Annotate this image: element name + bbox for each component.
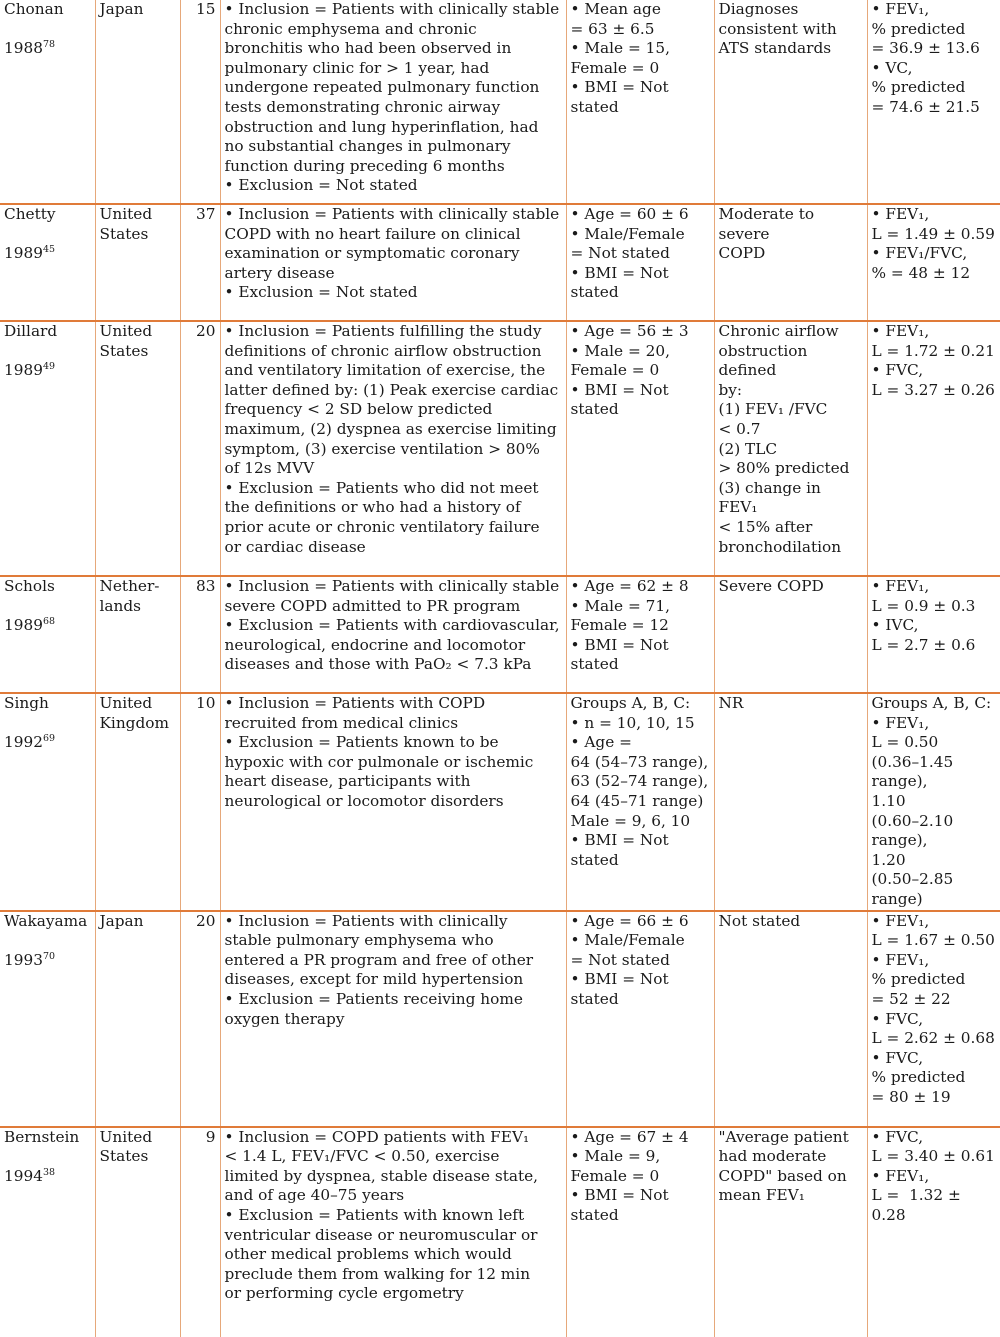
diagnosis-line: Diagnoses xyxy=(718,0,799,18)
demographics-line: Female = 0 xyxy=(570,1166,660,1185)
country-line: Kingdom xyxy=(99,713,169,732)
demographics-line: • Age = 60 ± 6 xyxy=(570,205,689,223)
study-author: Dillard xyxy=(4,322,58,340)
country-line: States xyxy=(99,224,149,243)
criteria-line: limited by dyspnea, stable disease state, xyxy=(224,1166,539,1185)
demographics-line: = 63 ± 6.5 xyxy=(570,19,655,38)
diagnosis-cell xyxy=(714,911,867,1127)
lung-function-cell xyxy=(867,1127,1000,1337)
diagnosis-line: COPD" based on xyxy=(718,1166,847,1185)
demographics-line: Groups A, B, C: xyxy=(570,694,691,712)
demographics-line: • Age = 56 ± 3 xyxy=(570,322,689,340)
lung-function-line: 1.10 xyxy=(871,791,906,810)
sample-size-cell: 37 xyxy=(180,204,220,321)
diagnosis-cell xyxy=(714,1127,867,1337)
lung-function-line: • FEV₁, xyxy=(871,713,930,732)
diagnosis-cell xyxy=(714,204,867,321)
criteria-line: hypoxic with cor pulmonale or ischemic xyxy=(224,752,534,771)
country-line: States xyxy=(99,1147,149,1166)
criteria-line: no substantial changes in pulmonary xyxy=(224,137,511,156)
study-year-wrap xyxy=(4,1167,92,1187)
reference-number: 45 xyxy=(42,244,55,256)
reference-number: 68 xyxy=(42,616,55,628)
lung-function-line: % predicted xyxy=(871,19,966,38)
diagnosis-line: ATS standards xyxy=(718,39,832,58)
demographics-line: • Male = 9, xyxy=(570,1147,661,1166)
criteria-line: pulmonary clinic for > 1 year, had xyxy=(224,58,490,77)
lung-function-line: • FEV₁, xyxy=(871,0,930,18)
demographics-line: • Male/Female xyxy=(570,224,685,243)
criteria-cell xyxy=(220,204,566,321)
demographics-line: • BMI = Not stated xyxy=(570,78,674,116)
study-year: 1988 xyxy=(4,39,43,58)
lung-function-line: • FEV₁, xyxy=(871,911,930,930)
demographics-line: • Age = 62 ± 8 xyxy=(570,577,689,595)
diagnosis-line: NR xyxy=(718,694,744,712)
demographics-line: 64 (45–71 range) xyxy=(570,791,704,810)
lung-function-line: = 52 ± 22 xyxy=(871,989,951,1008)
lung-function-cell xyxy=(867,693,1000,911)
diagnosis-line: (2) TLC xyxy=(718,439,778,458)
sample-size-cell: 10 xyxy=(180,693,220,911)
lung-function-cell xyxy=(867,321,1000,576)
criteria-line: artery disease xyxy=(224,263,335,282)
lung-function-line: L = 1.67 ± 0.50 xyxy=(871,931,995,950)
demographics-cell xyxy=(566,693,714,911)
lung-function-line: • FVC, xyxy=(871,1009,924,1028)
lung-function-line: • FEV₁, xyxy=(871,1166,930,1185)
criteria-line: • Exclusion = Not stated xyxy=(224,176,418,195)
criteria-cell xyxy=(220,576,566,693)
country-line: lands xyxy=(99,596,142,615)
study-year-wrap xyxy=(4,616,92,636)
criteria-line: definitions of chronic airflow obstruction xyxy=(224,341,542,360)
criteria-line: preclude them from walking for 12 min xyxy=(224,1264,531,1283)
criteria-line: entered a PR program and free of other xyxy=(224,950,534,969)
sample-size-cell: 20 xyxy=(180,911,220,1127)
demographics-line: • Male/Female xyxy=(570,931,685,950)
diagnosis-line: obstruction defined xyxy=(718,341,813,380)
diagnosis-line: < 15% after xyxy=(718,517,813,536)
study-cell xyxy=(0,1127,95,1337)
demographics-line: 64 (54–73 range), xyxy=(570,752,709,771)
demographics-line: • Male = 20, xyxy=(570,341,670,360)
criteria-line: symptom, (3) exercise ventilation > 80% xyxy=(224,439,540,458)
country-line: States xyxy=(99,341,149,360)
study-year: 1994 xyxy=(4,1166,43,1185)
criteria-line: frequency < 2 SD below predicted xyxy=(224,400,493,419)
sample-size-cell: 9 xyxy=(180,1127,220,1337)
criteria-line: maximum, (2) dyspnea as exercise limiting xyxy=(224,419,557,438)
lung-function-line: = 74.6 ± 21.5 xyxy=(871,97,980,116)
table-row xyxy=(0,693,1000,911)
criteria-line: diseases, except for mild hypertension xyxy=(224,970,524,989)
criteria-line: < 1.4 L, FEV₁/FVC < 0.50, exercise xyxy=(224,1147,500,1166)
study-author: Singh xyxy=(4,694,49,712)
demographics-cell xyxy=(566,1127,714,1337)
lung-function-line: L = 3.40 ± 0.61 xyxy=(871,1147,995,1166)
criteria-line: examination or symptomatic coronary xyxy=(224,244,520,263)
criteria-line: • Inclusion = Patients with COPD xyxy=(224,694,486,712)
criteria-line: and ventilatory limitation of exercise, the xyxy=(224,361,546,380)
diagnosis-line: COPD xyxy=(718,244,766,263)
study-year-wrap xyxy=(4,733,92,753)
table-row xyxy=(0,204,1000,321)
lung-function-cell xyxy=(867,0,1000,204)
country-line: United xyxy=(99,694,153,712)
criteria-line: function during preceding 6 months xyxy=(224,156,505,175)
diagnosis-line: > 80% predicted xyxy=(718,459,850,478)
criteria-line: tests demonstrating chronic airway xyxy=(224,97,501,116)
demographics-line: • Mean age xyxy=(570,0,661,18)
lung-function-cell xyxy=(867,204,1000,321)
criteria-line: • Inclusion = Patients with clinically stable xyxy=(224,0,560,18)
lung-function-line: L = 0.50 xyxy=(871,733,939,752)
criteria-line: bronchitis who had been observed in xyxy=(224,39,512,58)
table-row xyxy=(0,911,1000,1127)
lung-function-line: (0.50–2.85 range) xyxy=(871,870,959,908)
criteria-line: or cardiac disease xyxy=(224,537,366,556)
criteria-line: prior acute or chronic ventilatory failure xyxy=(224,517,540,536)
country-cell xyxy=(95,0,180,204)
criteria-line: neurological, endocrine and locomotor xyxy=(224,635,526,654)
criteria-line: latter defined by: (1) Peak exercise cardiac xyxy=(224,380,559,399)
criteria-cell xyxy=(220,321,566,576)
table-row xyxy=(0,0,1000,204)
demographics-cell xyxy=(566,204,714,321)
criteria-line: obstruction and lung hyperinflation, had xyxy=(224,117,539,136)
sample-size-cell: 15 xyxy=(180,0,220,204)
table-row xyxy=(0,321,1000,576)
lung-function-line: 1.20 xyxy=(871,850,906,869)
lung-function-line: % predicted xyxy=(871,1068,966,1087)
diagnosis-line: Moderate to severe xyxy=(718,205,819,243)
lung-function-line: • FEV₁/FVC, xyxy=(871,244,968,263)
diagnosis-line: consistent with xyxy=(718,19,837,38)
study-year-wrap xyxy=(4,361,92,381)
study-author: Wakayama xyxy=(4,911,88,930)
criteria-line: undergone repeated pulmonary function xyxy=(224,78,540,97)
lung-function-line: = 36.9 ± 13.6 xyxy=(871,39,980,58)
lung-function-line: • FEV₁, xyxy=(871,322,930,340)
demographics-line: Female = 0 xyxy=(570,58,660,77)
sample-size-cell: 20 xyxy=(180,321,220,576)
criteria-line: diseases and those with PaO₂ < 7.3 kPa xyxy=(224,655,532,674)
demographics-line: Male = 9, 6, 10 xyxy=(570,811,691,830)
country-cell xyxy=(95,204,180,321)
reference-number: 49 xyxy=(42,361,55,373)
demographics-line: • Age = 67 ± 4 xyxy=(570,1127,689,1146)
diagnosis-line: < 0.7 xyxy=(718,419,761,438)
study-year-wrap xyxy=(4,39,92,59)
demographics-line: • BMI = Not stated xyxy=(570,831,674,869)
demographics-cell xyxy=(566,911,714,1127)
study-year-wrap xyxy=(4,951,92,971)
demographics-line: • Age = 66 ± 6 xyxy=(570,911,689,930)
diagnosis-line: "Average patient xyxy=(718,1127,849,1146)
demographics-line: • BMI = Not stated xyxy=(570,380,674,419)
lung-function-line: (0.60–2.10 range), xyxy=(871,811,959,850)
criteria-line: • Exclusion = Patients with known left xyxy=(224,1205,525,1224)
country-cell xyxy=(95,693,180,911)
criteria-line: heart disease, participants with xyxy=(224,772,471,791)
criteria-cell xyxy=(220,1127,566,1337)
demographics-line: • BMI = Not stated xyxy=(570,970,674,1008)
lung-function-line: Groups A, B, C: xyxy=(871,694,992,712)
study-cell xyxy=(0,204,95,321)
diagnosis-line: Not stated xyxy=(718,911,801,930)
lung-function-line: (0.36–1.45 range), xyxy=(871,752,959,791)
lung-function-cell xyxy=(867,911,1000,1127)
diagnosis-line: (3) change in FEV₁ xyxy=(718,478,826,517)
sample-size-cell: 83 xyxy=(180,576,220,693)
criteria-line: recruited from medical clinics xyxy=(224,713,459,732)
demographics-line: Female = 12 xyxy=(570,616,669,635)
lung-function-line: • FEV₁, xyxy=(871,205,930,223)
criteria-line: ventricular disease or neuromuscular or xyxy=(224,1225,538,1244)
country-line: United xyxy=(99,205,153,223)
lung-function-line: % predicted xyxy=(871,78,966,97)
country-cell xyxy=(95,321,180,576)
diagnosis-line: (1) FEV₁ /FVC xyxy=(718,400,828,419)
diagnosis-line: by: xyxy=(718,380,743,399)
criteria-line: COPD with no heart failure on clinical xyxy=(224,224,521,243)
criteria-line: • Exclusion = Patients known to be xyxy=(224,733,499,752)
demographics-line: = Not stated xyxy=(570,244,670,263)
lung-function-cell xyxy=(867,576,1000,693)
diagnosis-cell xyxy=(714,576,867,693)
study-year: 1993 xyxy=(4,950,43,969)
study-year-wrap xyxy=(4,244,92,264)
demographics-line: • Age = xyxy=(570,733,632,752)
lung-function-line: • FEV₁, xyxy=(871,950,930,969)
criteria-cell xyxy=(220,693,566,911)
lung-function-line: L = 3.27 ± 0.26 xyxy=(871,380,995,399)
diagnosis-cell xyxy=(714,321,867,576)
lung-function-line: % predicted xyxy=(871,970,966,989)
study-cell xyxy=(0,911,95,1127)
criteria-line: • Inclusion = Patients with clinically stable xyxy=(224,577,560,595)
demographics-line: = Not stated xyxy=(570,950,670,969)
demographics-line: • BMI = Not stated xyxy=(570,263,674,302)
lung-function-line: • FVC, xyxy=(871,1048,924,1067)
criteria-line: • Inclusion = Patients fulfilling the study xyxy=(224,322,542,340)
study-cell xyxy=(0,321,95,576)
country-cell xyxy=(95,576,180,693)
criteria-line: severe COPD admitted to PR program xyxy=(224,596,521,615)
study-year: 1989 xyxy=(4,616,43,635)
study-author: Schols xyxy=(4,577,55,595)
country-cell xyxy=(95,1127,180,1337)
demographics-line: • n = 10, 10, 15 xyxy=(570,713,695,732)
country-cell xyxy=(95,911,180,1127)
study-author: Chonan xyxy=(4,0,64,18)
demographics-cell xyxy=(566,576,714,693)
demographics-cell xyxy=(566,0,714,204)
reference-number: 78 xyxy=(42,39,55,51)
lung-function-line: % = 48 ± 12 xyxy=(871,263,971,282)
country-line: Japan xyxy=(99,0,144,18)
criteria-line: of 12s MVV xyxy=(224,459,315,478)
reference-number: 38 xyxy=(42,1166,55,1178)
lung-function-line: L = 0.9 ± 0.3 xyxy=(871,596,976,615)
lung-function-line: • VC, xyxy=(871,58,913,77)
diagnosis-cell xyxy=(714,0,867,204)
criteria-line: • Exclusion = Patients with cardiovascular, xyxy=(224,616,560,635)
study-author: Chetty xyxy=(4,205,56,223)
lung-function-line: L = 2.62 ± 0.68 xyxy=(871,1029,995,1048)
criteria-line: stable pulmonary emphysema who xyxy=(224,931,494,950)
table-row xyxy=(0,1127,1000,1337)
criteria-line: • Inclusion = COPD patients with FEV₁ xyxy=(224,1127,530,1146)
demographics-line: • BMI = Not stated xyxy=(570,1186,674,1224)
lung-function-line: • FVC, xyxy=(871,1127,924,1146)
diagnosis-line: mean FEV₁ xyxy=(718,1186,805,1205)
diagnosis-line: bronchodilation xyxy=(718,537,842,556)
diagnosis-cell xyxy=(714,693,867,911)
criteria-line: • Exclusion = Not stated xyxy=(224,283,418,302)
lung-function-line: • FVC, xyxy=(871,361,924,380)
reference-number: 69 xyxy=(42,733,55,745)
criteria-line: • Exclusion = Patients receiving home xyxy=(224,989,523,1008)
lung-function-line: L = 1.49 ± 0.59 xyxy=(871,224,995,243)
lung-function-line: L = 1.72 ± 0.21 xyxy=(871,341,995,360)
demographics-line: • BMI = Not stated xyxy=(570,635,674,674)
lung-function-line: L = 1.32 ± 0.28 xyxy=(871,1186,966,1224)
diagnosis-line: Chronic airflow xyxy=(718,322,839,340)
lung-function-line: L = 2.7 ± 0.6 xyxy=(871,635,976,654)
criteria-line: • Inclusion = Patients with clinically xyxy=(224,911,508,930)
study-year: 1992 xyxy=(4,733,43,752)
study-cell xyxy=(0,0,95,204)
country-line: United xyxy=(99,1127,153,1146)
criteria-line: oxygen therapy xyxy=(224,1009,345,1028)
demographics-line: Female = 0 xyxy=(570,361,660,380)
criteria-line: • Exclusion = Patients who did not meet xyxy=(224,478,539,497)
table-row xyxy=(0,576,1000,693)
demographics-line: 63 (52–74 range), xyxy=(570,772,709,791)
reference-number: 70 xyxy=(42,950,55,962)
criteria-line: or performing cycle ergometry xyxy=(224,1284,464,1303)
demographics-line: • Male = 71, xyxy=(570,596,670,615)
lung-function-line: • IVC, xyxy=(871,616,919,635)
study-year: 1989 xyxy=(4,244,43,263)
country-line: United xyxy=(99,322,153,340)
demographics-cell xyxy=(566,321,714,576)
criteria-line: neurological or locomotor disorders xyxy=(224,791,504,810)
lung-function-line: = 80 ± 19 xyxy=(871,1087,951,1106)
study-cell xyxy=(0,693,95,911)
lung-function-line: • FEV₁, xyxy=(871,577,930,595)
study-cell xyxy=(0,576,95,693)
study-author: Bernstein xyxy=(4,1127,80,1146)
diagnosis-line: Severe COPD xyxy=(718,577,824,595)
country-line: Nether- xyxy=(99,577,160,595)
demographics-line: • Male = 15, xyxy=(570,39,670,58)
criteria-line: the definitions or who had a history of xyxy=(224,498,521,517)
criteria-line: chronic emphysema and chronic xyxy=(224,19,477,38)
country-line: Japan xyxy=(99,911,144,930)
criteria-line: and of age 40–75 years xyxy=(224,1186,405,1205)
criteria-line: • Inclusion = Patients with clinically stable xyxy=(224,205,560,223)
diagnosis-line: had moderate xyxy=(718,1147,827,1166)
study-year: 1989 xyxy=(4,361,43,380)
criteria-cell xyxy=(220,0,566,204)
criteria-cell xyxy=(220,911,566,1127)
criteria-line: other medical problems which would xyxy=(224,1245,512,1264)
